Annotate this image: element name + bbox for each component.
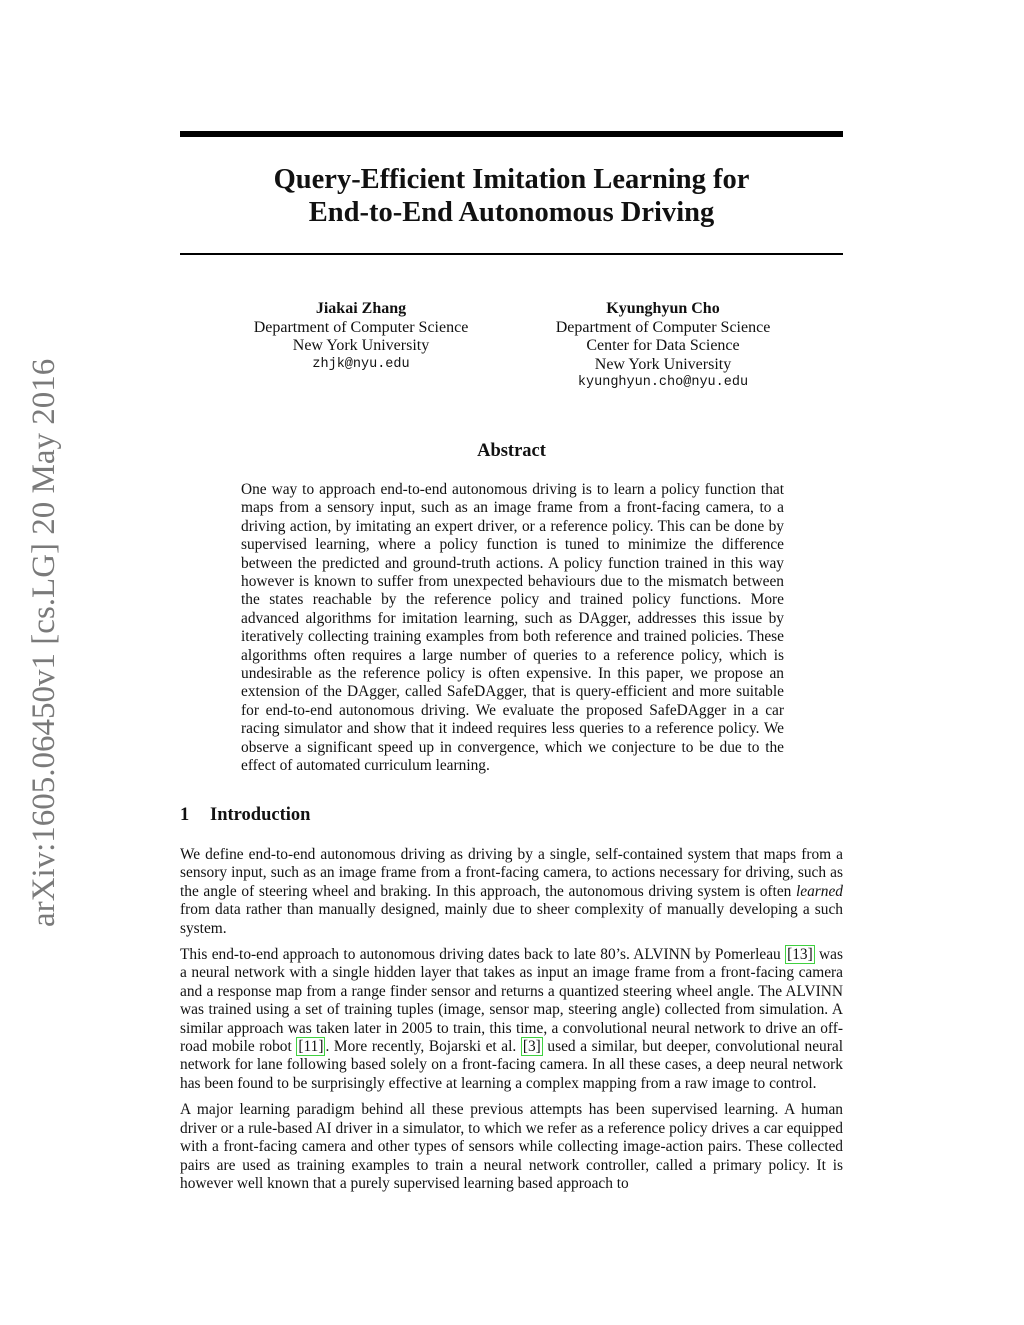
section-title: Introduction — [210, 805, 311, 825]
intro-paragraph-3: A major learning paradigm behind all these previous attempts has been supervised learning. A human driver or a rule-based AI driver in a simulator, to which we refer as a reference policy drives a car equipped with a front-facing camera and other types of sensors while collecting image-action pairs. These collected pairs are used as training examples to train a neural network controller, called a primary policy. It is however well known that a purely supervised learning based approach to — [180, 1101, 843, 1192]
intro-text: from data rather than manually designed, mainly due to sheer complexity of manually developing a such system. — [180, 901, 843, 937]
arxiv-identifier: arXiv:1605.06450v1 [cs.LG] 20 May 2016 — [26, 358, 62, 928]
author-block-1 — [211, 300, 511, 374]
abstract-heading: Abstract — [477, 441, 546, 461]
author-affiliation: New York University — [292, 337, 430, 354]
intro-text: . More recently, Bojarski et al. — [325, 1038, 521, 1056]
author-name: Jiakai Zhang — [315, 300, 407, 317]
section-heading-introduction — [180, 804, 310, 826]
author-affiliation: Department of Computer Science — [555, 318, 771, 336]
abstract-text: One way to approach end-to-end autonomous driving is to learn a policy function that maps from a sensory input, such as an image frame from a front-facing camera, to a driving action, by imitating an expert driver, or a reference policy. This can be done by supervised learning, where a policy function is tuned to minimize the difference between the predicted and ground-truth actions. A policy function trained in this way however is known to suffer from unexpected behaviours due to the mismatch between the states reachable by the reference policy and trained policy functions. More advanced algorithms for imitation learning, such as DAgger, addresses this issue by iteratively collecting training examples from both reference and trained policies. These algorithms often requires a large number of queries to a reference policy, which is undesirable as the reference policy is often expensive. In this paper, we propose an extension of the DAgger, called SafeDAgger, that is query-efficient and more suitable for end-to-end autonomous driving. We evaluate the proposed SafeDAgger in a car racing simulator and show that it indeed requires less queries to a reference policy. We observe a significant speed up in convergence, which we conjecture to be due to the effect of automated curriculum learning. — [241, 481, 784, 775]
intro-emphasis: learned — [795, 882, 843, 900]
intro-paragraph-1 — [180, 846, 843, 938]
introduction-body — [180, 846, 843, 1201]
author-name: Kyunghyun Cho — [606, 300, 720, 317]
intro-text: used a similar, but deeper, convolutional neural network for lane following based solely on a front-facing camera. In all these cases, a deep neural network has been found to be surprisingly effective at learning a complex mapping from a raw image to control. — [180, 1038, 843, 1092]
title-line-2: End-to-End Autonomous Driving — [308, 197, 715, 228]
author-email[interactable]: kyunghyun.cho@nyu.edu — [577, 375, 749, 390]
citation-link[interactable]: [11] — [298, 1038, 324, 1056]
author-email[interactable]: zhjk@nyu.edu — [312, 356, 410, 372]
section-number: 1 — [180, 805, 190, 825]
title-bottom-rule — [180, 253, 843, 255]
intro-text: We define end-to-end autonomous driving as driving by a single, self-contained system that maps from a sensory input, such as an image frame from a front-facing camera, to actions necessary for driving, such as the angle of steering wheel and braking. In this approach, the autonomous driving system is often — [180, 846, 843, 900]
citation-link[interactable]: [13] — [787, 946, 813, 964]
intro-text: This end-to-end approach to autonomous driving dates back to late 80’s. ALVINN by Pomerleau — [180, 946, 786, 964]
title-top-rule — [180, 131, 843, 137]
intro-paragraph-2 — [180, 946, 843, 1093]
author-block-2 — [513, 300, 813, 393]
citation-link[interactable]: [3] — [522, 1038, 541, 1056]
paper-title — [180, 163, 843, 229]
author-affiliation: New York University — [594, 355, 732, 373]
intro-text: was a neural network with a single hidden layer that takes as input an image frame from a front-facing camera and a response map from a range finder sensor and returns a quantized steering wheel angle. The ALVINN was trained using a set of training tuples (image, sensor map, steering angle) collected from simulation. A similar approach was taken later in 2005 to train, this time, a convolutional neural network to drive an off-road mobile robot — [180, 946, 843, 1056]
title-line-1: Query-Efficient Imitation Learning for — [273, 164, 750, 195]
author-affiliation: Center for Data Science — [586, 337, 740, 354]
author-affiliation: Department of Computer Science — [253, 318, 469, 336]
